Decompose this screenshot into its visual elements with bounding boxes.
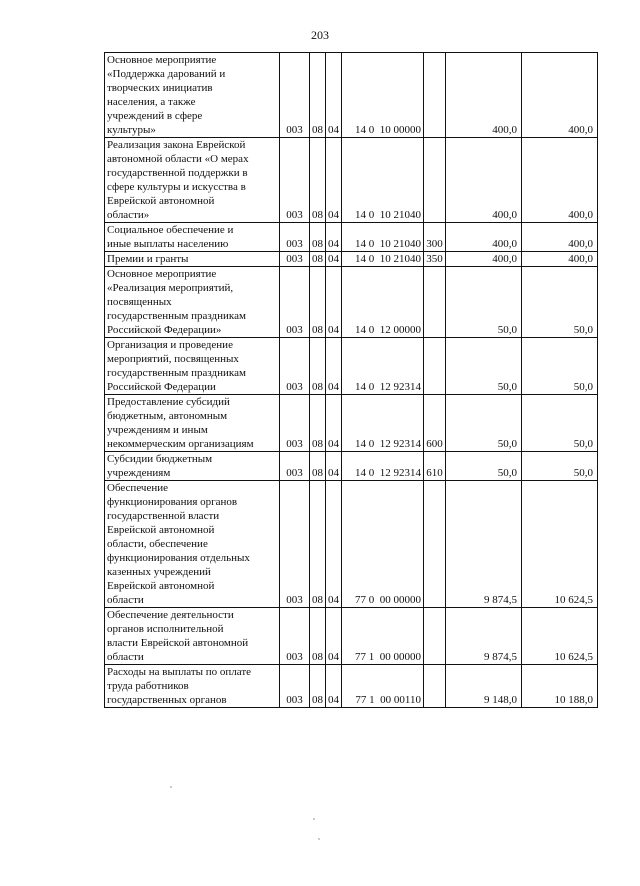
grbs-code-cell: 003 bbox=[280, 481, 310, 608]
row-name-line: области bbox=[107, 651, 144, 663]
grbs-code-cell: 003 bbox=[280, 608, 310, 665]
amount-year-1-cell: 50,0 bbox=[446, 267, 522, 338]
row-name-line: Еврейской автономной bbox=[107, 524, 215, 536]
table-row bbox=[105, 481, 598, 608]
row-name-line: Социальное обеспечение и bbox=[107, 224, 234, 236]
row-name-line: государственной власти bbox=[107, 510, 220, 522]
grbs-code-cell: 003 bbox=[280, 395, 310, 452]
subsection-code-cell: 04 bbox=[326, 252, 342, 267]
amount-year-1-cell: 50,0 bbox=[446, 452, 522, 481]
row-name-cell bbox=[105, 267, 280, 338]
target-article-cell: 14 0 12 92314 bbox=[342, 395, 424, 452]
amount-year-2-cell: 400,0 bbox=[522, 223, 598, 252]
amount-year-1-cell: 50,0 bbox=[446, 338, 522, 395]
row-name-cell bbox=[105, 481, 280, 608]
subsection-code-cell: 04 bbox=[326, 481, 342, 608]
subsection-code-cell: 04 bbox=[326, 608, 342, 665]
row-name-line: бюджетным, автономным bbox=[107, 410, 228, 422]
row-name-line: области» bbox=[107, 209, 150, 221]
expense-type-cell bbox=[424, 338, 446, 395]
section-code-cell: 08 bbox=[310, 252, 326, 267]
table-row bbox=[105, 252, 598, 267]
row-name-line: Расходы на выплаты по оплате bbox=[107, 666, 252, 678]
grbs-code-cell: 003 bbox=[280, 338, 310, 395]
grbs-code-cell: 003 bbox=[280, 452, 310, 481]
scan-artifact bbox=[313, 818, 315, 820]
row-name-cell bbox=[105, 395, 280, 452]
row-name-line: государственной поддержки в bbox=[107, 167, 248, 179]
row-name-line: Российской Федерации bbox=[107, 381, 216, 393]
amount-year-2-cell: 400,0 bbox=[522, 252, 598, 267]
amount-year-2-cell: 50,0 bbox=[522, 267, 598, 338]
row-name-line: мероприятий, посвященных bbox=[107, 353, 239, 365]
row-name-line: Еврейской автономной bbox=[107, 580, 215, 592]
subsection-code-cell: 04 bbox=[326, 138, 342, 223]
target-article-cell: 77 1 00 00000 bbox=[342, 608, 424, 665]
amount-year-2-cell: 10 624,5 bbox=[522, 608, 598, 665]
amount-year-1-cell: 50,0 bbox=[446, 395, 522, 452]
row-name-line: автономной области «О мерах bbox=[107, 153, 249, 165]
amount-year-1-cell: 9 148,0 bbox=[446, 665, 522, 708]
target-article-cell: 14 0 10 00000 bbox=[342, 53, 424, 138]
row-name-line: области, обеспечение bbox=[107, 538, 208, 550]
row-name-line: Премии и гранты bbox=[107, 253, 189, 265]
row-name-line: некоммерческим организациям bbox=[107, 438, 254, 450]
amount-year-2-cell: 10 188,0 bbox=[522, 665, 598, 708]
section-code-cell: 08 bbox=[310, 665, 326, 708]
row-name-cell bbox=[105, 252, 280, 267]
row-name-line: посвященных bbox=[107, 296, 172, 308]
row-name-line: учреждений в сфере bbox=[107, 110, 203, 122]
row-name-line: иные выплаты населению bbox=[107, 238, 229, 250]
amount-year-2-cell: 50,0 bbox=[522, 395, 598, 452]
subsection-code-cell: 04 bbox=[326, 223, 342, 252]
page-number: 203 bbox=[311, 28, 329, 42]
section-code-cell: 08 bbox=[310, 267, 326, 338]
row-name-cell bbox=[105, 138, 280, 223]
amount-year-1-cell: 9 874,5 bbox=[446, 481, 522, 608]
subsection-code-cell: 04 bbox=[326, 53, 342, 138]
row-name-line: «Реализация мероприятий, bbox=[107, 282, 234, 294]
expense-type-cell bbox=[424, 665, 446, 708]
expense-type-cell: 300 bbox=[424, 223, 446, 252]
expense-type-cell: 600 bbox=[424, 395, 446, 452]
row-name-line: области bbox=[107, 594, 144, 606]
scan-artifact bbox=[170, 786, 172, 788]
row-name-cell bbox=[105, 223, 280, 252]
table-row bbox=[105, 395, 598, 452]
amount-year-2-cell: 50,0 bbox=[522, 338, 598, 395]
grbs-code-cell: 003 bbox=[280, 223, 310, 252]
row-name-cell bbox=[105, 53, 280, 138]
expense-type-cell bbox=[424, 267, 446, 338]
table-row bbox=[105, 223, 598, 252]
grbs-code-cell: 003 bbox=[280, 53, 310, 138]
row-name-line: Обеспечение bbox=[107, 482, 168, 494]
row-name-cell bbox=[105, 665, 280, 708]
section-code-cell: 08 bbox=[310, 138, 326, 223]
row-name-cell bbox=[105, 608, 280, 665]
amount-year-2-cell: 400,0 bbox=[522, 138, 598, 223]
target-article-cell: 14 0 12 92314 bbox=[342, 452, 424, 481]
expense-type-cell bbox=[424, 138, 446, 223]
amount-year-1-cell: 400,0 bbox=[446, 53, 522, 138]
target-article-cell: 77 0 00 00000 bbox=[342, 481, 424, 608]
row-name-line: Основное мероприятие bbox=[107, 268, 217, 280]
row-name-line: Предоставление субсидий bbox=[107, 396, 230, 408]
target-article-cell: 77 1 00 00110 bbox=[342, 665, 424, 708]
expense-type-cell: 610 bbox=[424, 452, 446, 481]
row-name-line: учреждениям и иным bbox=[107, 424, 208, 436]
row-name-line: власти Еврейской автономной bbox=[107, 637, 249, 649]
row-name-line: Основное мероприятие bbox=[107, 54, 217, 66]
row-name-line: населения, а также bbox=[107, 96, 196, 108]
expense-type-cell bbox=[424, 608, 446, 665]
amount-year-2-cell: 10 624,5 bbox=[522, 481, 598, 608]
row-name-cell bbox=[105, 338, 280, 395]
row-name-line: труда работников bbox=[107, 680, 189, 692]
section-code-cell: 08 bbox=[310, 223, 326, 252]
amount-year-2-cell: 50,0 bbox=[522, 452, 598, 481]
amount-year-1-cell: 400,0 bbox=[446, 138, 522, 223]
target-article-cell: 14 0 10 21040 bbox=[342, 252, 424, 267]
row-name-line: государственных органов bbox=[107, 694, 227, 706]
subsection-code-cell: 04 bbox=[326, 338, 342, 395]
subsection-code-cell: 04 bbox=[326, 452, 342, 481]
row-name-line: Организация и проведение bbox=[107, 339, 233, 351]
row-name-line: Еврейской автономной bbox=[107, 195, 215, 207]
scan-artifact bbox=[318, 838, 320, 840]
row-name-line: Обеспечение деятельности bbox=[107, 609, 234, 621]
section-code-cell: 08 bbox=[310, 481, 326, 608]
amount-year-1-cell: 9 874,5 bbox=[446, 608, 522, 665]
budget-table bbox=[104, 52, 598, 708]
row-name-line: учреждениям bbox=[107, 467, 171, 479]
row-name-line: казенных учреждений bbox=[107, 566, 211, 578]
row-name-line: государственным праздникам bbox=[107, 367, 246, 379]
amount-year-1-cell: 400,0 bbox=[446, 223, 522, 252]
section-code-cell: 08 bbox=[310, 395, 326, 452]
grbs-code-cell: 003 bbox=[280, 267, 310, 338]
expense-type-cell bbox=[424, 53, 446, 138]
grbs-code-cell: 003 bbox=[280, 665, 310, 708]
table-row bbox=[105, 267, 598, 338]
expense-type-cell: 350 bbox=[424, 252, 446, 267]
row-name-line: Реализация закона Еврейской bbox=[107, 139, 246, 151]
row-name-cell bbox=[105, 452, 280, 481]
row-name-line: функционирования отдельных bbox=[107, 552, 250, 564]
section-code-cell: 08 bbox=[310, 452, 326, 481]
row-name-line: творческих инициатив bbox=[107, 82, 213, 94]
section-code-cell: 08 bbox=[310, 338, 326, 395]
subsection-code-cell: 04 bbox=[326, 395, 342, 452]
table-row bbox=[105, 138, 598, 223]
target-article-cell: 14 0 10 21040 bbox=[342, 223, 424, 252]
amount-year-1-cell: 400,0 bbox=[446, 252, 522, 267]
section-code-cell: 08 bbox=[310, 608, 326, 665]
amount-year-2-cell: 400,0 bbox=[522, 53, 598, 138]
expense-type-cell bbox=[424, 481, 446, 608]
row-name-line: культуры» bbox=[107, 124, 156, 136]
row-name-line: Субсидии бюджетным bbox=[107, 453, 213, 465]
target-article-cell: 14 0 12 92314 bbox=[342, 338, 424, 395]
row-name-line: функционирования органов bbox=[107, 496, 238, 508]
grbs-code-cell: 003 bbox=[280, 252, 310, 267]
table-row bbox=[105, 665, 598, 708]
grbs-code-cell: 003 bbox=[280, 138, 310, 223]
row-name-line: государственным праздникам bbox=[107, 310, 246, 322]
row-name-line: Российской Федерации» bbox=[107, 324, 222, 336]
target-article-cell: 14 0 10 21040 bbox=[342, 138, 424, 223]
subsection-code-cell: 04 bbox=[326, 665, 342, 708]
table-row bbox=[105, 53, 598, 138]
table-row bbox=[105, 608, 598, 665]
table-row bbox=[105, 452, 598, 481]
target-article-cell: 14 0 12 00000 bbox=[342, 267, 424, 338]
subsection-code-cell: 04 bbox=[326, 267, 342, 338]
row-name-line: сфере культуры и искусства в bbox=[107, 181, 246, 193]
row-name-line: органов исполнительной bbox=[107, 623, 224, 635]
section-code-cell: 08 bbox=[310, 53, 326, 138]
row-name-line: «Поддержка дарований и bbox=[107, 68, 226, 80]
table-row bbox=[105, 338, 598, 395]
